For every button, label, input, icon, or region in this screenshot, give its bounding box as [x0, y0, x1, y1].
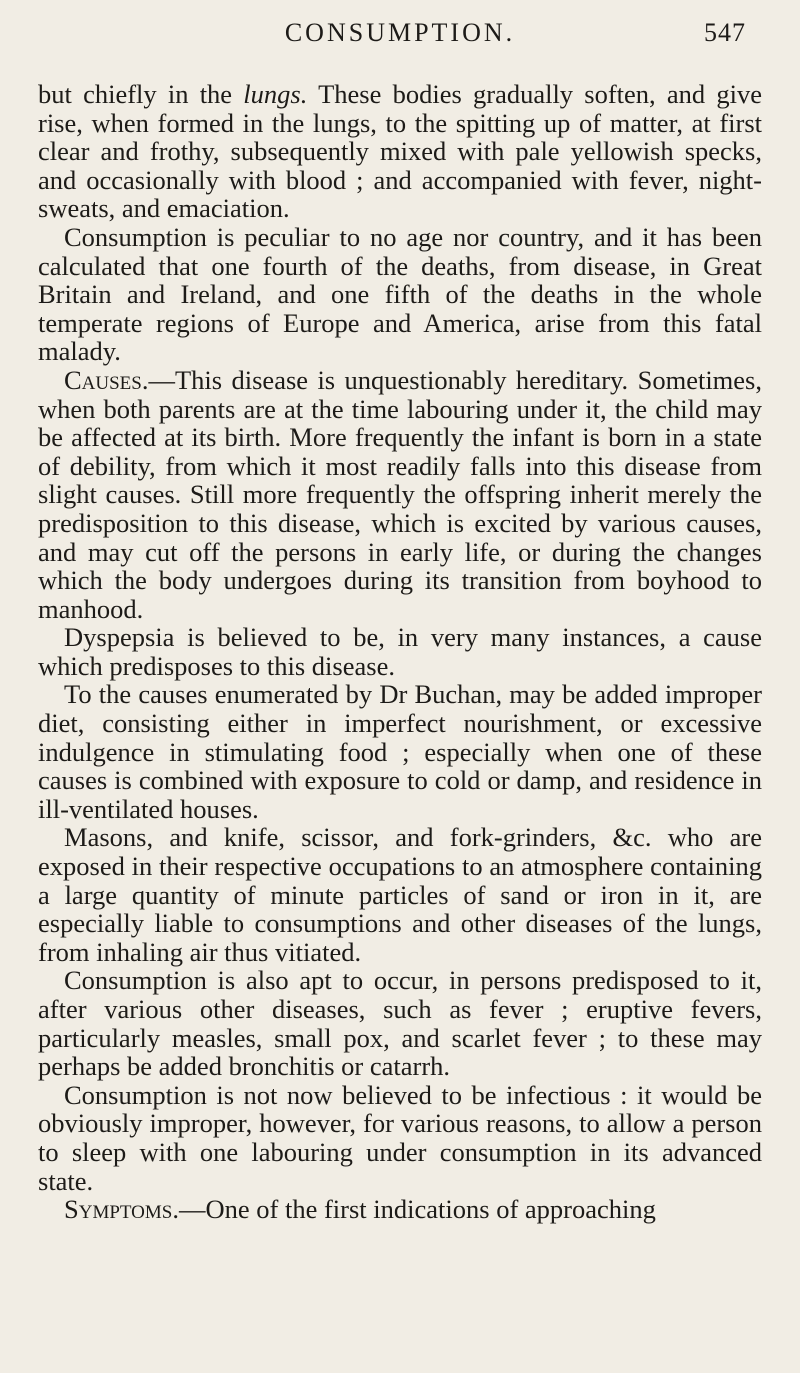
paragraph-dyspepsia: Dyspepsia is believed to be, in very many instances, a cause which predisposes to this disease.: [38, 622, 762, 681]
paragraph-lungs-continuation: [38, 80, 762, 223]
text-span: —One of the first indications of approaching: [179, 1194, 656, 1225]
paragraph-infection: Consumption is not now believed to be infectious : it would be obviously improper, however, for various reasons, to allow a person to sleep with one labouring under consumption in its advanced state.: [38, 1079, 762, 1196]
running-head: [38, 18, 762, 58]
paragraph-prevalence: Consumption is peculiar to no age nor country, and it has been calculated that one fourth of the deaths, from disease, in Great Britain and Ireland, and one fifth of the deaths in the whole temperate regions of Europe and America, arise from this fatal malady.: [38, 221, 762, 367]
running-head-title: CONSUMPTION.: [284, 18, 516, 47]
section-heading-causes: Causes.: [64, 364, 149, 395]
text-span: —This disease is unquestionably hereditary. Sometimes, when both parents are at the time labouring under it, the child may be affected at its birth. More frequently the infant is born in a state of debility, from which it most readily falls into this disease from slight causes. Still more frequently the offspring inherit merely the predisposition to this disease, which is excited by various causes, and may cut off the persons in early life, or during the changes which the body undergoes during its transition from boyhood to manhood.: [38, 364, 762, 624]
text-span: These bodies gradually soften, and give rise, when formed in the lungs, to the spitting up of matter, at first clear and frothy, subsequently mixed with pale yellowish specks, and occasionally with blood ; and accompanied with fever, night-sweats, and emaciation.: [38, 79, 762, 224]
paragraph-other-diseases: Consumption is also apt to occur, in persons predisposed to it, after various other diseases, such as fever ; eruptive fevers, particularly measles, small pox, and scarlet fever ; to these may perhaps be added bronchitis or catarrh.: [38, 965, 762, 1082]
paragraph-causes: [38, 366, 762, 623]
paragraph-occupations: Masons, and knife, scissor, and fork-grinders, &c. who are exposed in their respective occupations to an atmosphere containing a large quantity of minute particles of sand or iron in it, are especially liable to consumptions and other diseases of the lungs, from inhaling air thus vitiated.: [38, 822, 762, 967]
paragraph-symptoms: [38, 1195, 762, 1224]
body-text: [38, 80, 762, 1224]
italic-term-lungs: lungs.: [243, 79, 308, 109]
page-number: 547: [704, 18, 746, 47]
section-heading-symptoms: Symptoms.: [64, 1194, 179, 1225]
text-span: but chiefly in the: [38, 79, 244, 109]
paragraph-buchan-causes: To the causes enumerated by Dr Buchan, may be added improper diet, consisting either in imperfect nourishment, or excessive indulgence in stimulating food ; especially when one of these causes is combined with exposure to cold or damp, and residence in ill-ventilated houses.: [38, 679, 762, 824]
